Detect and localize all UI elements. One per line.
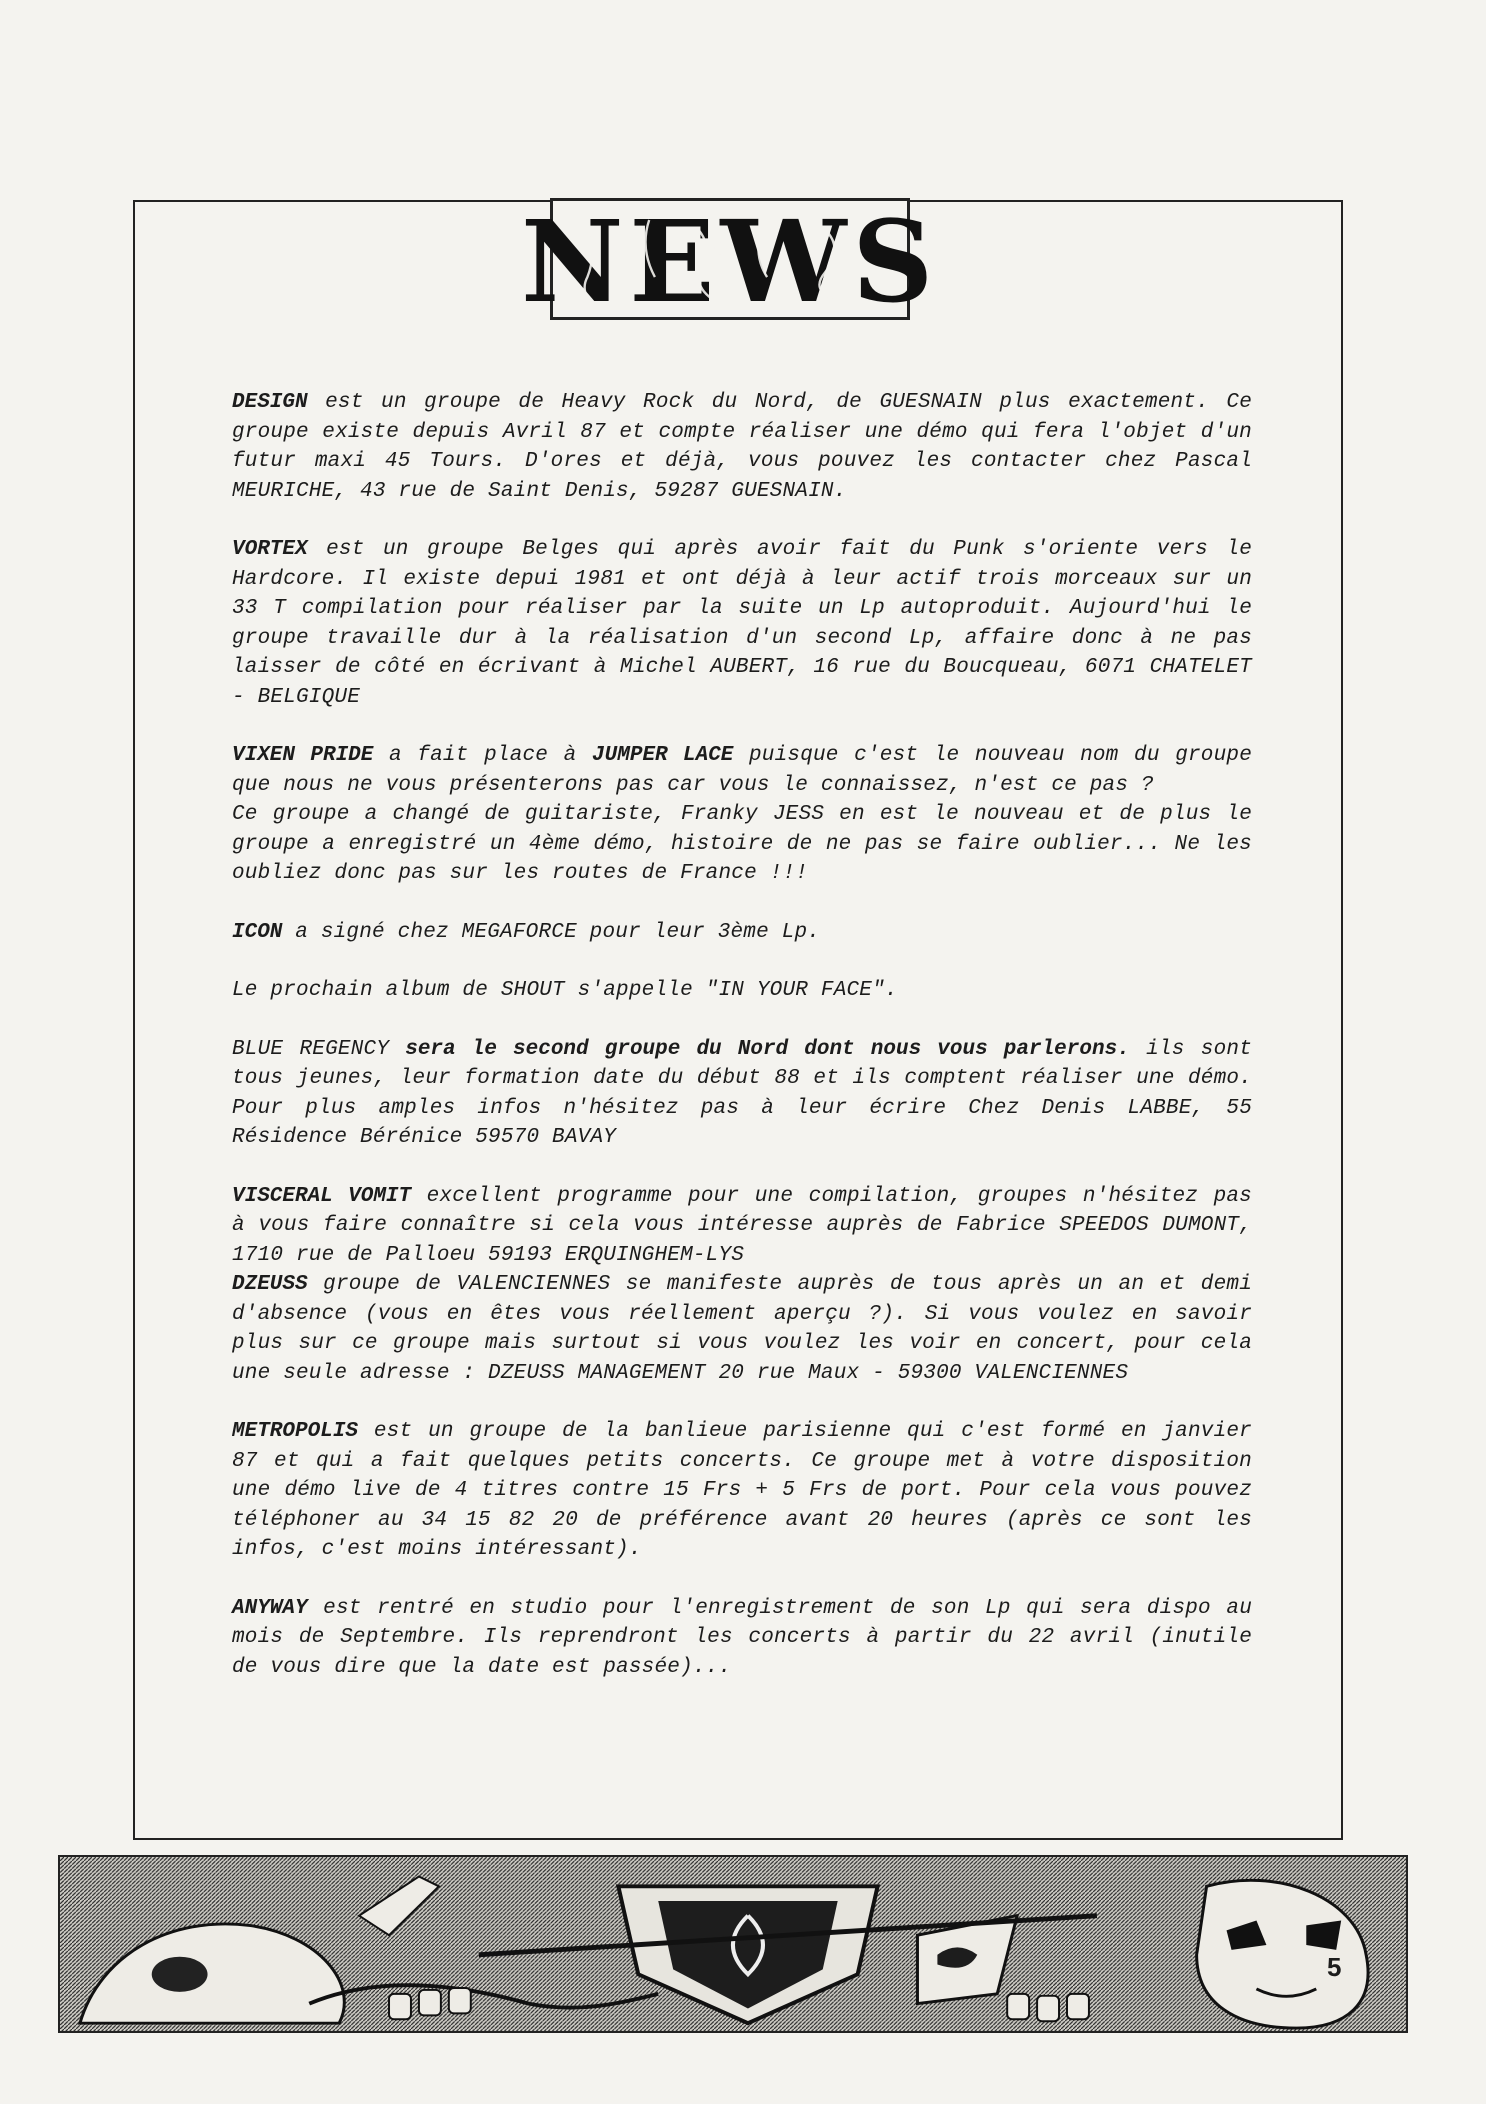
- news-item-vixen-pride-cont: [232, 800, 1252, 889]
- band-name-new: JUMPER LACE: [592, 744, 734, 767]
- band-name: DZEUSS: [232, 1273, 308, 1296]
- band-name: VORTEX: [232, 538, 308, 561]
- band-name: ANYWAY: [232, 1596, 308, 1620]
- news-item-design: [232, 388, 1252, 506]
- news-item-dzeuss: [232, 1270, 1252, 1388]
- news-text: Ce groupe a changé de guitariste, Franky JESS en est le nouveau et de plus le groupe a enregistré un 4ème démo, histoire de ne pas se faire oublier... Ne les oubliez donc pas sur les routes de France !!!: [232, 803, 1252, 885]
- footer-illustration: [58, 1855, 1408, 2033]
- news-item-blue-regency: [232, 1035, 1252, 1153]
- band-name: DESIGN: [232, 391, 308, 414]
- news-text: excellent programme pour une compilation, groupes n'hésitez pas à vous faire connaître si cela vous intéresse auprès de Fabrice SPEEDOS DUMONT, 1710 rue de Palloeu 59193 ERQUINGHEM-LYS: [232, 1184, 1252, 1267]
- news-content: [232, 388, 1252, 1711]
- news-title-illustration: [521, 196, 939, 328]
- news-text: puisque c'est le nouveau nom du groupe que nous ne vous présenterons pas car vous le connaissez, n'est ce pas ?: [232, 744, 1253, 797]
- skull-banner-artwork: [60, 1857, 1406, 2031]
- news-text: est un groupe Belges qui après avoir fait du Punk s'oriente vers le Hardcore. Il existe depui 1981 et ont déjà à leur actif trois morceaux sur un 33 T compilation pour réaliser par la suite un Lp autoproduit. Aujourd'hui le groupe travaille dur à la réalisation d'un second Lp, affaire donc à ne pas laisser de côté en écrivant à Michel AUBERT, 16 rue du Boucqueau, 6071 CHATELET - BELGIQUE: [232, 538, 1252, 709]
- news-item-icon: [232, 918, 1252, 948]
- news-text: ils sont tous jeunes, leur formation date du début 88 et ils comptent réaliser une démo. Pour plus amples infos n'hésitez pas à leur écrire Chez Denis LABBE, 55 Résidence Bérénice 59570 BAVAY: [232, 1037, 1253, 1149]
- news-text: est rentré en studio pour l'enregistrement de son Lp qui sera dispo au mois de Septembre. Ils reprendront les concerts à partir du 22 avril (inutile de vous dire que la date est passée)...: [232, 1596, 1252, 1679]
- news-item-vortex: [232, 535, 1252, 712]
- page-number: 5: [1327, 1952, 1342, 1982]
- band-name: BLUE REGENCY: [232, 1037, 390, 1061]
- band-name: ICON: [232, 920, 283, 944]
- news-title-text: NEWS: [521, 196, 939, 328]
- news-text: a signé chez MEGAFORCE pour leur 3ème Lp.: [282, 920, 821, 944]
- news-item-anyway: [232, 1594, 1252, 1683]
- news-text: est un groupe de Heavy Rock du Nord, de GUESNAIN plus exactement. Ce groupe existe depuis Avril 87 et compte réaliser une démo qui fera l'objet d'un futur maxi 45 Tours. D'ores et déjà, vous pouvez les contacter chez Pascal MEURICHE, 43 rue de Saint Denis, 59287 GUESNAIN.: [232, 391, 1252, 503]
- news-item-visceral-vomit: [232, 1182, 1252, 1271]
- news-text: a fait place à: [373, 744, 593, 767]
- news-text: Le prochain album de SHOUT s'appelle "IN YOUR FACE".: [232, 979, 898, 1002]
- news-text: groupe de VALENCIENNES se manifeste auprès de tous après un an et demi d'absence (vous en êtes vous réellement aperçu ?). Si vous voulez en savoir plus sur ce groupe mais surtout si vous voulez les voir en concert, pour cela une seule adresse : DZEUSS MANAGEMENT 20 rue Maux - 59300 VALENCIENNES: [232, 1273, 1252, 1385]
- news-item-shout: [232, 976, 1252, 1006]
- band-name: VISCERAL VOMIT: [232, 1184, 412, 1208]
- news-item-vixen-pride: [232, 741, 1252, 800]
- band-name: VIXEN PRIDE: [232, 744, 374, 767]
- news-title-logo: [521, 196, 939, 328]
- news-bold-text: sera le second groupe du Nord dont nous vous parlerons.: [389, 1037, 1130, 1061]
- band-name: METROPOLIS: [232, 1420, 359, 1443]
- news-text: est un groupe de la banlieue parisienne qui c'est formé en janvier 87 et qui a fait quelques petits concerts. Ce groupe met à votre disposition une démo live de 4 titres contre 15 Frs + 5 Frs de port. Pour cela vous pouvez téléphoner au 34 15 82 20 de préférence avant 20 heures (après ce sont les infos, c'est moins intéressant).: [232, 1420, 1252, 1561]
- news-item-metropolis: [232, 1417, 1252, 1565]
